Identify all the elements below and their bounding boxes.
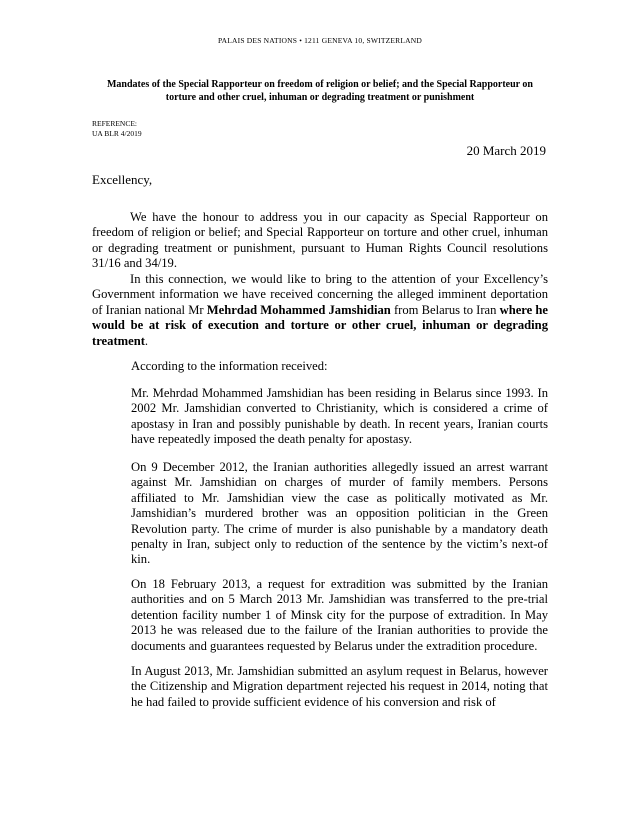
reference-label: REFERENCE:	[92, 119, 138, 128]
p2-end: .	[144, 333, 149, 348]
paragraph-capacity: We have the honour to address you in our capacity as Special Rapporteur on freedom of religion or belief; and Special Rapporteur on torture and other cruel, inhuman or degrading treatment or punishment, pursuant to Human Rights Council resolutions 31/16 and 34/19.	[92, 210, 548, 271]
reference-code: UA BLR 4/2019	[92, 129, 142, 138]
info-paragraph-asylum: In August 2013, Mr. Jamshidian submitted an asylum request in Belarus, however the Citizenship and Migration department rejected his request in 2014, noting that he had failed to provide sufficient evidence of his conversion and risk of	[131, 664, 548, 709]
info-paragraph-residence: Mr. Mehrdad Mohammed Jamshidian has been residing in Belarus since 1993. In 2002 Mr. Jamshidian converted to Christianity, which is considered a crime of apostasy in Iran and possibly punishable by death. In recent years, Iranian courts have repeatedly imposed the death penalty for apostasy.	[131, 386, 548, 447]
info-paragraph-extradition: On 18 February 2013, a request for extradition was submitted by the Iranian authorities and on 5 March 2013 Mr. Jamshidian was transferred to the pre-trial detention facility number 1 of Minsk city for the purpose of extradition. In May 2013 he was released due to the failure of the Iranian authorities to provide the documents and guarantees requested by Belarus under the extradition procedure.	[131, 577, 548, 653]
letter-date: 20 March 2019	[466, 143, 546, 158]
p2-text-a: In this connection, we would like to bring to the attention of your Excellency’s Government information we have received concerning the alleged imminent deportation of Iranian national Mr	[92, 272, 548, 317]
mandates-title: Mandates of the Special Rapporteur on freedom of religion or belief; and the Special Rapporteur on torture and other cruel, inhuman or degrading treatment or punishment	[106, 79, 533, 103]
information-intro: According to the information received:	[131, 359, 328, 373]
salutation: Excellency,	[92, 172, 153, 187]
reference-block	[92, 119, 142, 139]
p2-text-b: from Belarus to Iran	[390, 302, 500, 317]
risk-statement: where he would be at risk of execution and torture or other cruel, inhuman or degrading treatment	[92, 302, 549, 348]
address-line: PALAIS DES NATIONS • 1211 GENEVA 10, SWITZERLAND	[217, 36, 423, 45]
info-paragraph-warrant: On 9 December 2012, the Iranian authorities allegedly issued an arrest warrant against Mr. Jamshidian on charges of murder of family members. Persons affiliated to Mr. Jamshidian view the case as politically motivated as Mr. Jamshidian’s murdered brother was an opposition politician in the Green Revolution party. The crime of murder is also punishable by a mandatory death penalty in Iran, subject only to reduction of the sentence by the victim’s next-of kin.	[131, 460, 548, 567]
person-name: Mehrdad Mohammed Jamshidian	[206, 302, 391, 317]
paragraph-connection	[92, 272, 548, 349]
